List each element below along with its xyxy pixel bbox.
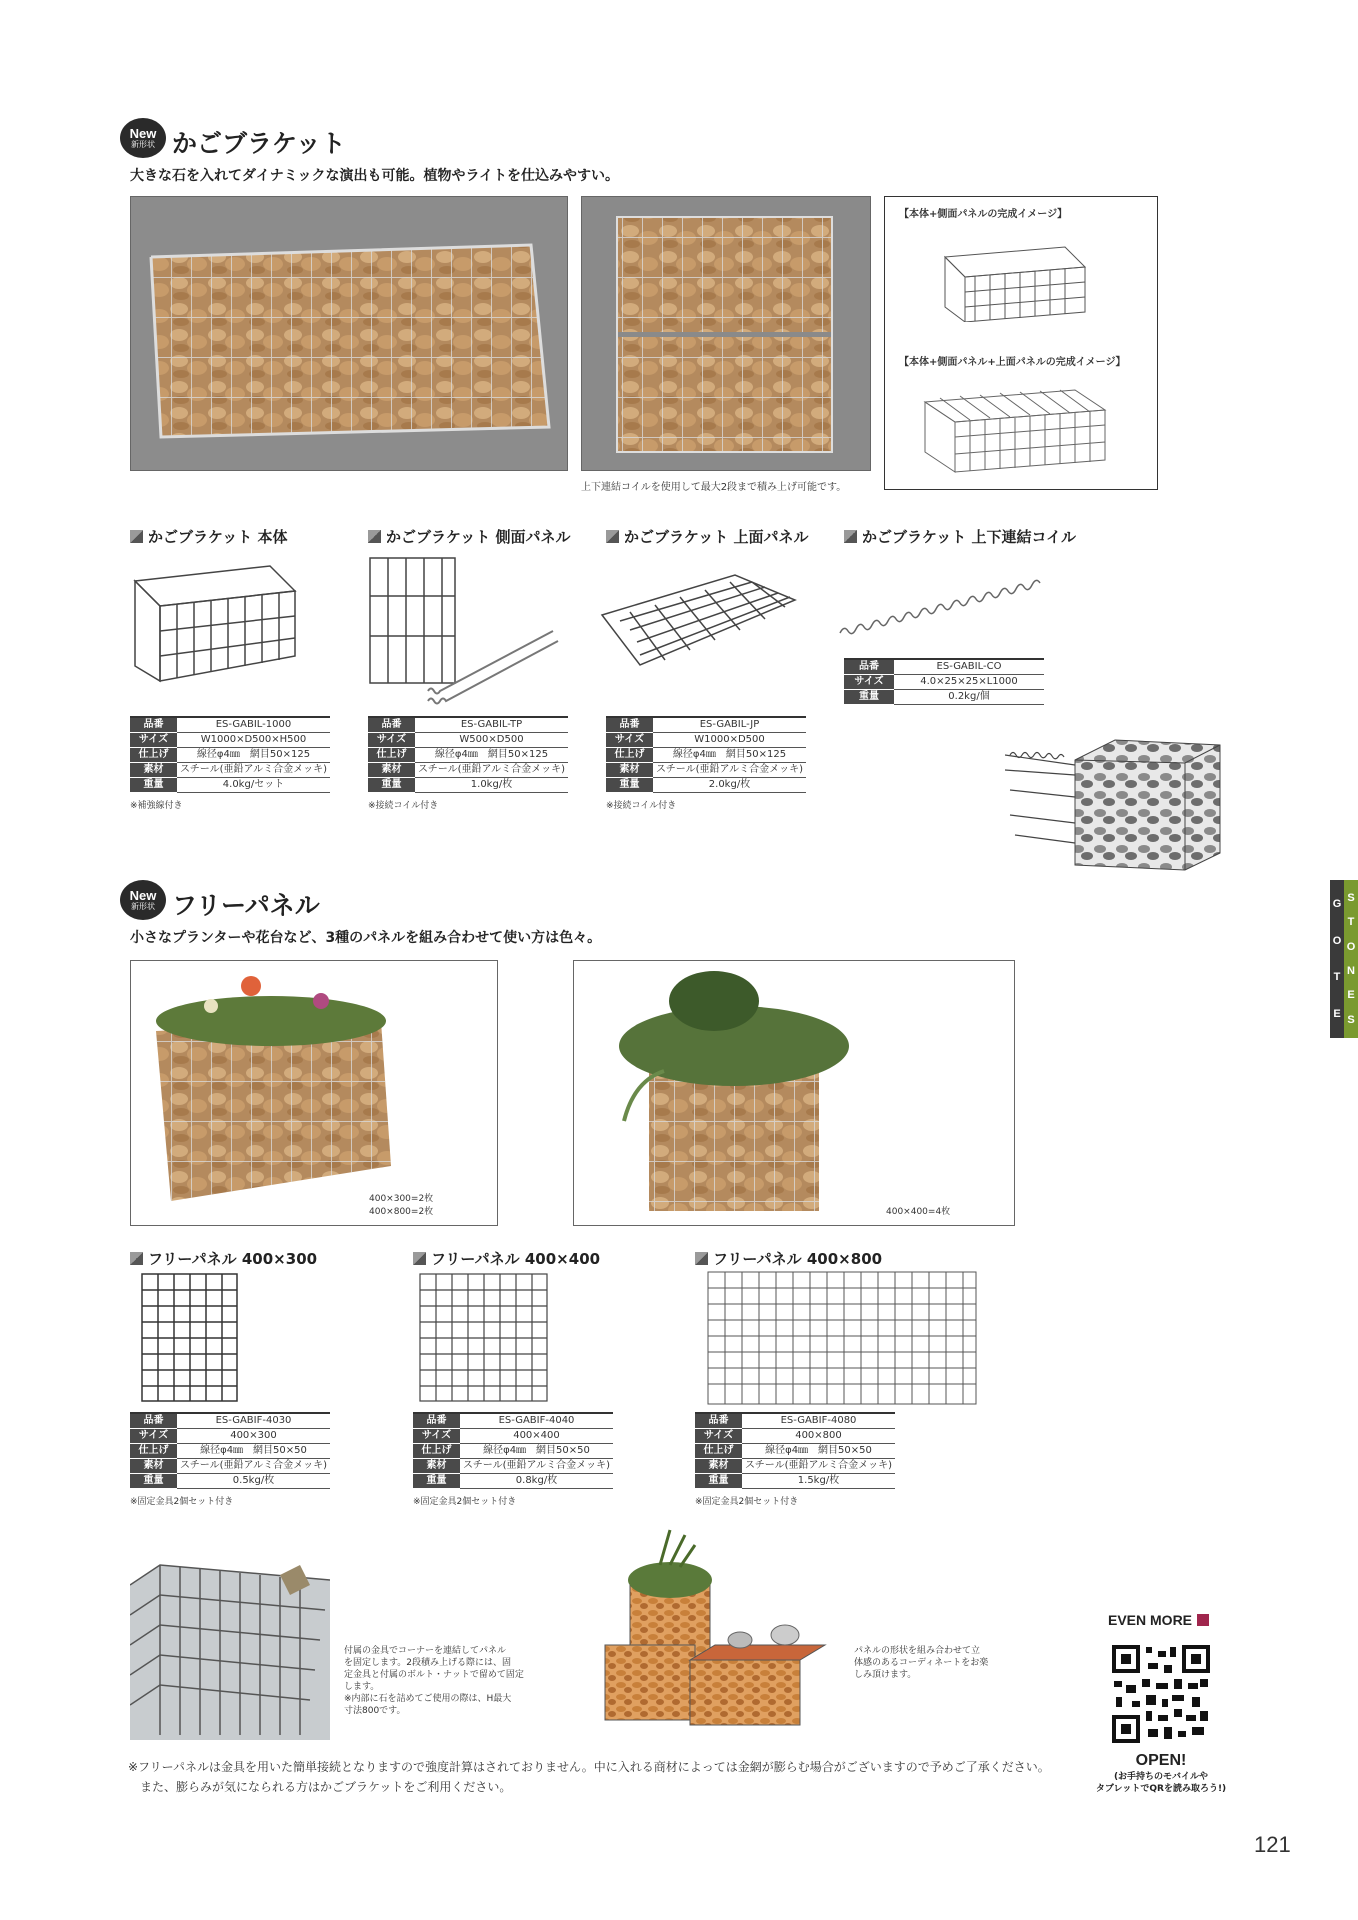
product-heading-400x300: フリーパネル 400×300 xyxy=(130,1248,317,1269)
product-heading-body: かごブラケット 本体 xyxy=(130,526,287,547)
product-heading-top-panel: かごブラケット 上面パネル xyxy=(606,526,808,547)
section-subtitle: 小さなプランターや花台など、3種のパネルを組み合わせて使い方は色々。 xyxy=(130,930,602,946)
square-bullet-icon xyxy=(413,1252,426,1265)
corner-detail-art xyxy=(130,1545,330,1740)
qr-code-icon xyxy=(1112,1645,1210,1743)
product-heading-coil: かごブラケット 上下連結コイル xyxy=(844,526,1076,547)
note-400x300: ※固定金具2個セット付き xyxy=(130,1497,234,1507)
new-badge: New 新形状 xyxy=(120,880,166,920)
panel-400x800-sketch xyxy=(706,1270,978,1406)
panel-400x300-sketch xyxy=(140,1272,240,1404)
completion-image-box xyxy=(884,196,1158,490)
spec-table-400x300: 品番 ES-GABIF-4030 サイズ 400×300 仕上げ 線径φ4㎜ 網目50×50 素材 スチール(亜鉛アルミ合金メッキ) 重量 0.5kg/枚 xyxy=(130,1412,330,1489)
new-badge xyxy=(120,118,166,158)
product-heading-400x800: フリーパネル 400×800 xyxy=(695,1248,882,1269)
planter-caption-1a: 400×300=2枚 xyxy=(369,1194,434,1204)
side-tab-gote: G O T E xyxy=(1330,880,1344,1038)
footnote-line-2: また、膨らみが気になられる方はかごブラケットをご利用ください。 xyxy=(128,1780,512,1794)
even-more-icon xyxy=(1197,1614,1209,1626)
combination-description: パネルの形状を組み合わせて立 体感のあるコーディネートをお楽 しみ頂けます。 xyxy=(854,1646,989,1680)
planter-photo-2-art xyxy=(574,961,1015,1226)
gabion-photo-art xyxy=(131,197,568,471)
footnote-line-1: ※フリーパネルは金具を用いた簡単接続となりますので強度計算はされておりません。中に入れる商材によっては金網が膨らむ場合がございますので予めご了承ください。 xyxy=(128,1760,1050,1774)
spec-table-coil: 品番 ES-GABIL-CO サイズ 4.0×25×25×L1000 重量 0.2kg/個 xyxy=(844,658,1044,705)
assembled-basket-sketch xyxy=(1005,735,1227,875)
planter-photo-2 xyxy=(573,960,1015,1226)
square-bullet-icon xyxy=(130,1252,143,1265)
spec-table-top-panel: 品番 ES-GABIL-JP サイズ W1000×D500 仕上げ 線径φ4㎜ 網目50×125 素材 スチール(亜鉛アルミ合金メッキ) 重量 2.0kg/枚 xyxy=(606,716,806,793)
gabion-photo-large xyxy=(130,196,568,471)
open-sub-line-2: タブレットでQRを読み取ろう!) xyxy=(1095,1784,1227,1794)
completion-label-1: 【本体+側面パネルの完成イメージ】 xyxy=(899,209,1068,220)
product-heading-400x400: フリーパネル 400×400 xyxy=(413,1248,600,1269)
combination-illustration xyxy=(600,1525,840,1730)
top-panel-sketch xyxy=(600,570,800,680)
even-more-label: EVEN MORE xyxy=(1108,1612,1209,1628)
basket-body-sketch xyxy=(130,556,300,686)
gabion-stacked-art xyxy=(582,197,871,471)
open-label: OPEN! xyxy=(1135,1752,1187,1769)
note-side-panel: ※接続コイル付き xyxy=(368,801,439,811)
footnote xyxy=(128,1757,1050,1797)
square-bullet-icon xyxy=(130,530,143,543)
badge-new-label: New xyxy=(129,125,157,141)
completion-label-2: 【本体+側面パネル+上面パネルの完成イメージ】 xyxy=(899,357,1126,368)
panel-400x400-sketch xyxy=(418,1272,550,1404)
corner-detail-photo xyxy=(130,1545,330,1740)
badge-sub-label: 新形状 xyxy=(131,139,155,149)
planter-caption-1b: 400×800=2枚 xyxy=(369,1207,434,1217)
note-top-panel: ※接続コイル付き xyxy=(606,801,677,811)
spec-table-side-panel: 品番 ES-GABIL-TP サイズ W500×D500 仕上げ 線径φ4㎜ 網目50×125 素材 スチール(亜鉛アルミ合金メッキ) 重量 1.0kg/枚 xyxy=(368,716,568,793)
coil-sketch xyxy=(838,555,1043,640)
page-number: 121 xyxy=(1254,1832,1291,1857)
corner-description: 付属の金具でコーナーを連結してパネル を固定します。2段積み上げる際には、固 定金具と付属のボルト・ナットで留めて固定 します。 ※内部に石を詰めてご使用の際は、H最大 寸法800です。 xyxy=(344,1646,524,1716)
section-title: かごブラケット xyxy=(172,129,346,158)
open-sub-line-1: (お手持ちのモバイルや xyxy=(1113,1772,1209,1782)
qr-code[interactable] xyxy=(1112,1645,1210,1743)
basket-sketch-2 xyxy=(915,372,1115,477)
note-400x400: ※固定金具2個セット付き xyxy=(413,1497,517,1507)
planter-photo-1-art xyxy=(131,961,498,1226)
product-heading-side-panel: かごブラケット 側面パネル xyxy=(368,526,570,547)
square-bullet-icon xyxy=(695,1252,708,1265)
category-side-tab xyxy=(1330,880,1358,1038)
square-bullet-icon xyxy=(844,530,857,543)
section-subtitle: 大きな石を入れてダイナミックな演出も可能。植物やライトを仕込みやすい。 xyxy=(130,168,620,184)
note-400x800: ※固定金具2個セット付き xyxy=(695,1497,799,1507)
spec-table-body: 品番 ES-GABIL-1000 サイズ W1000×D500×H500 仕上げ 線径φ4㎜ 網目50×125 素材 スチール(亜鉛アルミ合金メッキ) 重量 4.0kg/セット xyxy=(130,716,330,793)
section-title: フリーパネル xyxy=(172,891,320,920)
side-panel-sketch xyxy=(368,556,568,706)
planter-photo-1 xyxy=(130,960,498,1226)
planter-caption-2: 400×400=4枚 xyxy=(886,1207,951,1217)
side-tab-stones: S T O N E S xyxy=(1344,880,1358,1038)
square-bullet-icon xyxy=(606,530,619,543)
stacking-caption: 上下連結コイルを使用して最大2段まで積み上げ可能です。 xyxy=(581,482,847,493)
square-bullet-icon xyxy=(368,530,381,543)
gabion-photo-stacked xyxy=(581,196,871,471)
note-body: ※補強線付き xyxy=(130,801,183,811)
spec-table-400x800: 品番 ES-GABIF-4080 サイズ 400×800 仕上げ 線径φ4㎜ 網目50×50 素材 スチール(亜鉛アルミ合金メッキ) 重量 1.5kg/枚 xyxy=(695,1412,895,1489)
spec-table-400x400: 品番 ES-GABIF-4040 サイズ 400×400 仕上げ 線径φ4㎜ 網目50×50 素材 スチール(亜鉛アルミ合金メッキ) 重量 0.8kg/枚 xyxy=(413,1412,613,1489)
basket-sketch-1 xyxy=(935,227,1095,322)
